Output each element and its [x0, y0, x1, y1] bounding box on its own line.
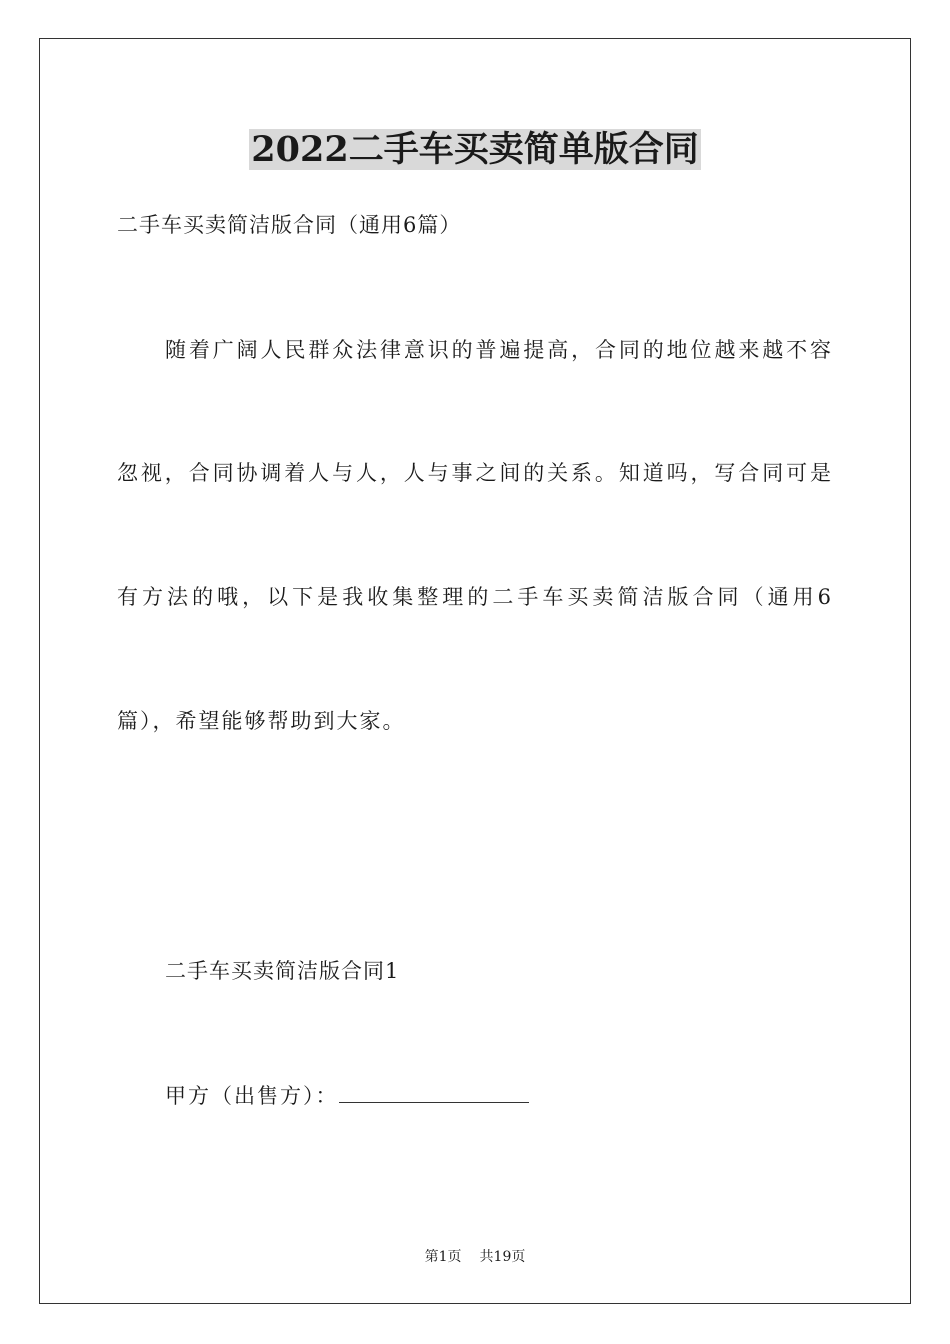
intro-line-4: 篇），希望能够帮助到大家。	[117, 709, 406, 733]
party-a-row	[165, 1081, 529, 1111]
page-footer	[0, 1247, 950, 1267]
page-current: 第1页	[424, 1249, 462, 1265]
document-subtitle: 二手车买卖简洁版合同（通用6篇）	[117, 213, 462, 237]
party-a-blank-line	[339, 1084, 529, 1103]
document-title	[0, 128, 950, 172]
intro-line-3: 有方法的哦，以下是我收集整理的二手车买卖简洁版合同（通用6	[117, 585, 833, 609]
page-total: 共19页	[479, 1249, 526, 1265]
document-title-text: 2022二手车买卖简单版合同	[251, 129, 699, 170]
section-heading: 二手车买卖简洁版合同1	[165, 959, 400, 983]
intro-line-1: 随着广阔人民群众法律意识的普遍提高，合同的地位越来越不容	[165, 338, 833, 362]
party-a-label: 甲方（出售方）：	[165, 1084, 339, 1108]
intro-line-2: 忽视，合同协调着人与人，人与事之间的关系。知道吗，写合同可是	[117, 461, 833, 485]
